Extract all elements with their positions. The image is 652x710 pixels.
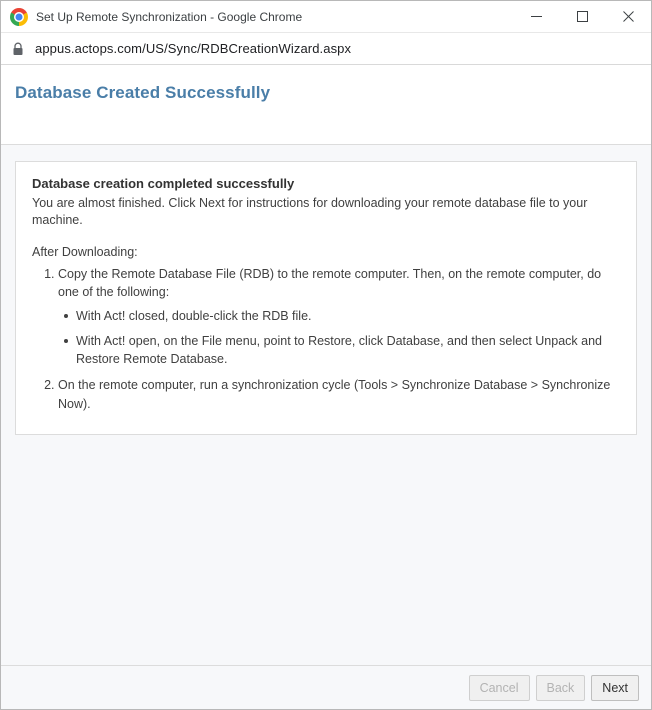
list-item: With Act! closed, double-click the RDB file. xyxy=(76,307,620,325)
after-downloading-label: After Downloading: xyxy=(32,244,138,259)
close-button[interactable] xyxy=(605,1,651,33)
list-item: With Act! open, on the File menu, point to Restore, click Database, and then select Unpack and Restore Remote Database. xyxy=(76,332,620,368)
minimize-button[interactable] xyxy=(513,1,559,33)
cancel-button[interactable]: Cancel xyxy=(469,675,530,701)
minimize-icon xyxy=(531,11,542,22)
list-item xyxy=(58,265,620,369)
wizard-footer xyxy=(1,665,651,709)
panel-subheading: You are almost finished. Click Next for instructions for downloading your remote database file to your machine. xyxy=(32,196,588,227)
lock-icon xyxy=(11,41,25,56)
chrome-logo-icon xyxy=(10,8,28,26)
page-content xyxy=(1,65,651,709)
page-header xyxy=(1,65,651,145)
panel-wrapper xyxy=(1,145,651,665)
url-text: appus.actops.com/US/Sync/RDBCreationWizard.aspx xyxy=(35,41,352,56)
steps-list xyxy=(32,265,620,413)
back-button[interactable]: Back xyxy=(536,675,586,701)
step-text: On the remote computer, run a synchronization cycle (Tools > Synchronize Database > Synchronize Now). xyxy=(58,378,611,411)
maximize-icon xyxy=(577,11,588,22)
close-icon xyxy=(623,11,634,22)
page-title: Database Created Successfully xyxy=(15,83,271,102)
next-button[interactable]: Next xyxy=(591,675,639,701)
step-text: Copy the Remote Database File (RDB) to the remote computer. Then, on the remote computer, do one of the following: xyxy=(58,266,602,299)
panel-heading: Database creation completed successfully xyxy=(32,176,295,191)
window-title: Set Up Remote Synchronization - Google Chrome xyxy=(36,9,303,24)
instructions-panel xyxy=(15,161,637,435)
substeps-list xyxy=(58,307,620,368)
list-item xyxy=(58,376,620,412)
address-bar[interactable] xyxy=(1,33,651,65)
maximize-button[interactable] xyxy=(559,1,605,33)
title-bar xyxy=(1,1,651,33)
